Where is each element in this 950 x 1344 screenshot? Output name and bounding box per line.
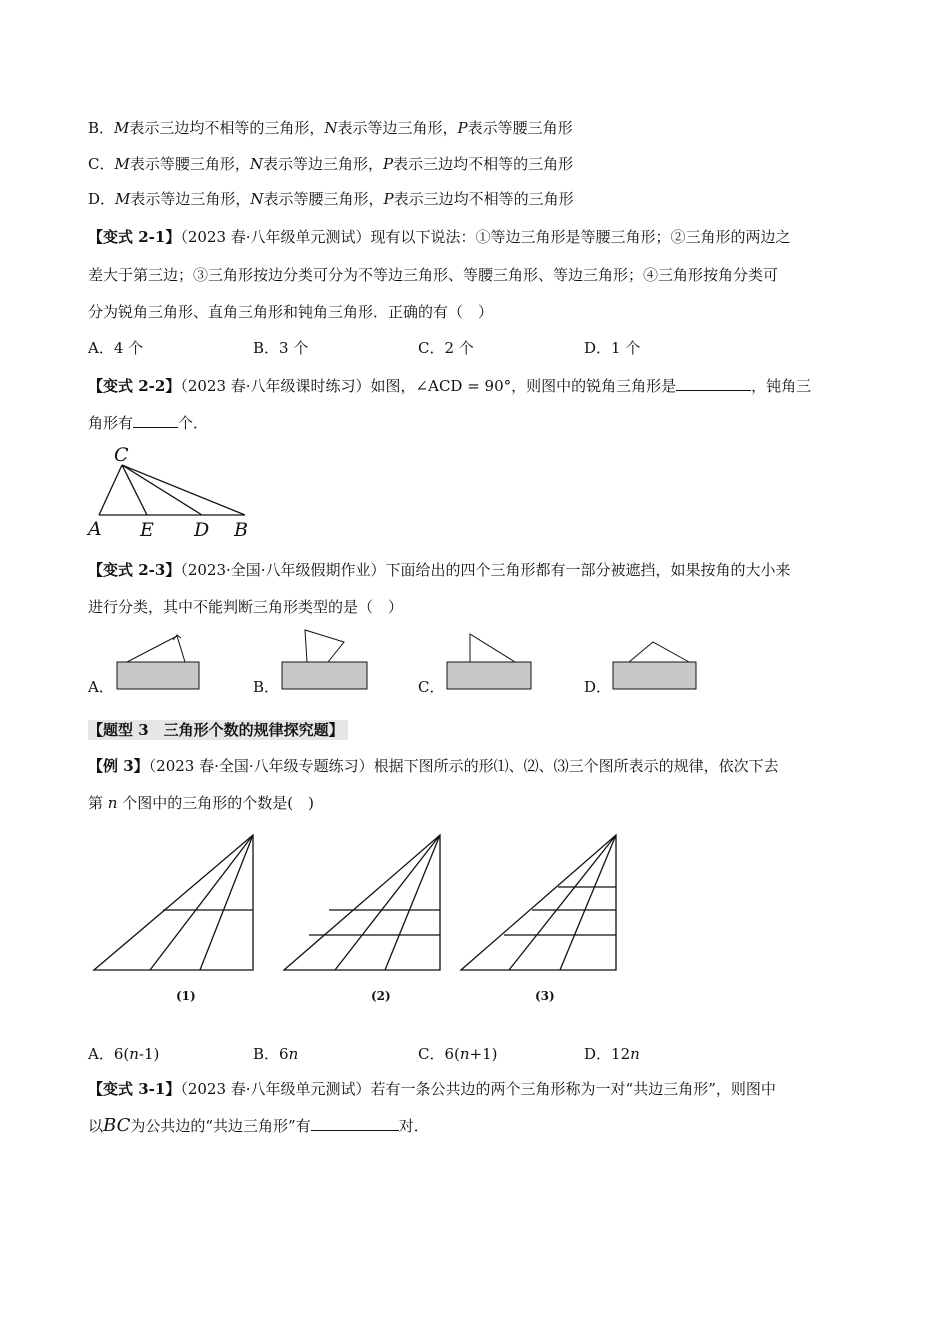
label-e: E — [140, 519, 154, 541]
pattern-figure-2 — [280, 830, 450, 980]
v21-option-d: D．1 个 — [584, 339, 641, 357]
hidden-triangle-a — [115, 633, 205, 693]
v23-option-b: B． — [253, 678, 280, 696]
hidden-triangle-b — [280, 628, 370, 693]
v23-line2: 进行分类，其中不能判断三角形类型的是（ ） — [88, 598, 404, 616]
ex3-line2: 第 n 个图中的三角形的个数是( ) — [88, 794, 314, 812]
cover-rect — [117, 662, 199, 689]
topic-heading: 【题型 3 三角形个数的规律探究题】 — [88, 720, 348, 740]
cover-rect — [447, 662, 531, 689]
answer-blank[interactable] — [676, 375, 751, 391]
ex3-option-a: A．6(n-1) — [88, 1045, 160, 1063]
segment-ac — [99, 465, 122, 515]
caption-3: (3) — [535, 989, 555, 1003]
answer-blank[interactable] — [311, 1115, 399, 1131]
v23-option-d: D． — [584, 678, 612, 696]
v31-line2: 以BC为公共边的“共边三角形”有 对． — [88, 1115, 429, 1136]
v21-option-b: B．3 个 — [253, 339, 309, 357]
v21-line3: 分为锐角三角形、直角三角形和钝角三角形．正确的有（ ） — [88, 303, 494, 321]
option-d-prev: D．M表示等边三角形，N表示等腰三角形，P表示三边均不相等的三角形 — [88, 190, 574, 208]
v31-line1: 【变式 3-1】（2023 春·八年级单元测试）若有一条公共边的两个三角形称为一对“共边三角形”，则图中 — [88, 1080, 776, 1098]
ex3-option-b: B．6n — [253, 1045, 299, 1063]
v21-option-c: C．2 个 — [418, 339, 474, 357]
option-c-prev: C．M表示等腰三角形，N表示等边三角形，P表示三边均不相等的三角形 — [88, 155, 574, 173]
v23-option-a: A． — [88, 678, 114, 696]
v21-option-a: A．4 个 — [88, 339, 144, 357]
hidden-triangle-c — [445, 630, 535, 693]
v22-line1: 【变式 2-2】（2023 春·八年级课时练习）如图，∠ACD = 90°，则图中的锐角三角形是 ，钝角三 — [88, 377, 812, 395]
pattern-figure-3 — [457, 830, 627, 980]
v21-line2: 差大于第三边；③三角形按边分类可分为不等边三角形、等腰三角形、等边三角形；④三角形按角分类可 — [88, 266, 779, 284]
label-b: B — [234, 519, 248, 541]
label-c: C — [114, 444, 129, 466]
pattern-figure-1 — [90, 830, 260, 980]
ex3-option-c: C．6(n+1) — [418, 1045, 498, 1063]
ex3-option-d: D．12n — [584, 1045, 640, 1063]
v22-line2: 角形有 个． — [88, 414, 209, 432]
v21-line1: 【变式 2-1】（2023 春·八年级单元测试）现有以下说法：①等边三角形是等腰三角形；②三角形的两边之 — [88, 228, 791, 246]
label-d: D — [194, 519, 210, 541]
option-b-prev: B．M表示三边均不相等的三角形，N表示等边三角形，P表示等腰三角形 — [88, 119, 573, 137]
cover-rect — [613, 662, 696, 689]
v23-option-c: C． — [418, 678, 445, 696]
label-a: A — [88, 518, 102, 540]
segment-cb — [122, 465, 245, 515]
caption-1: (1) — [176, 989, 196, 1003]
hidden-triangle-d — [611, 636, 701, 693]
figure-triangle-acdb — [85, 442, 255, 542]
ex3-line1: 【例 3】（2023 春·全国·八年级专题练习）根据下图所示的形⑴、⑵、⑶三个图所表示的规律，依次下去 — [88, 757, 779, 775]
caption-2: (2) — [371, 989, 391, 1003]
cover-rect — [282, 662, 367, 689]
v23-line1: 【变式 2-3】（2023·全国·八年级假期作业）下面给出的四个三角形都有一部分被遮挡，如果按角的大小来 — [88, 561, 791, 579]
answer-blank[interactable] — [133, 412, 178, 428]
